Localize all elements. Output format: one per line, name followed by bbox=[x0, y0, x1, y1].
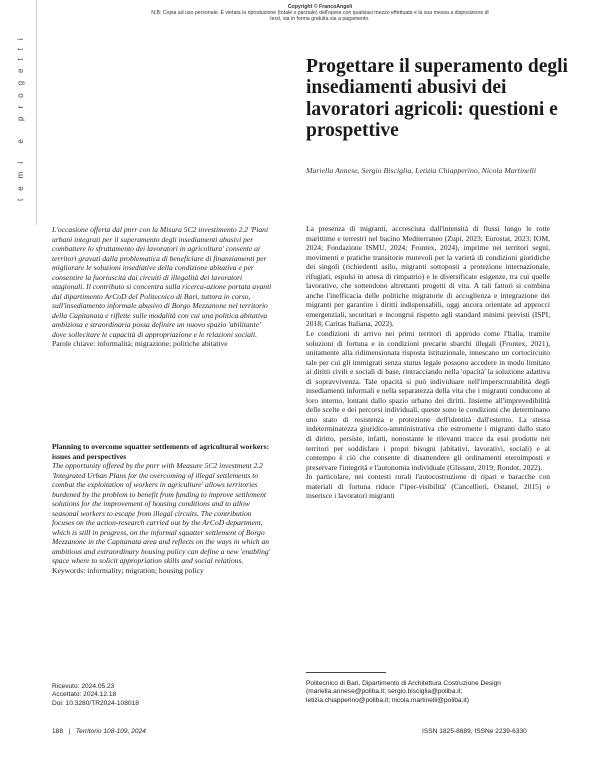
section-label bbox=[0, 0, 37, 225]
affiliation-emails-2[interactable]: letizia.chiapperino@poliba.it; nicola.martinelli@poliba.it) bbox=[306, 696, 469, 704]
abstract-english-keywords: Keywords: informality; migration; housing policy bbox=[52, 565, 204, 575]
abstract-english-title: Planning to overcome squatter settlements of agricultural workers: issues and perspectives bbox=[52, 442, 270, 461]
doi-link[interactable]: Doi: 10.3280/TR2024-108018 bbox=[52, 699, 139, 707]
affiliation-divider bbox=[306, 672, 386, 673]
copyright-title: Copyright © FrancoAngeli bbox=[287, 4, 353, 10]
abstract-italian-text: L'occasione offerta dal pnrr con la Misura 5C2 investimento 2.2 'Piani urbani integrati per il superamento degli insediamenti abusivi per combattere lo sfruttamento dei lavoratori in agricoltura' consente ai territori gravati dalla problematica di beneficiare di finanziamenti per migliorare le soluzioni insediative della condizione abitativa e per consentire la fuoriuscita dai circuiti di illegalità dei lavoratori stagionali. Il contributo si concentra sulla ricerca-azione portata avanti dal dipartimento ArCoD del Politecnico di Bari, tuttora in corso, sull'insediamento informale abusivo di Borgo Mezzanone nel territorio della Capitanata e riflette sulle modalità con cui una politica abitativa ambiziosa e straordinaria possa definire un nuovo spazio 'abilitante' dove sollecitare le capacità di appropriazione e le relazioni sociali. bbox=[52, 225, 272, 339]
body-paragraph-1: La presenza di migranti, accresciuta dall'intensità di flussi lungo le rotte marittime e terrestri nel bacino Mediterraneo (Zupi, 2023; Eurostat, 2023; IOM, 2024; Fondazione ISMU, 2024; Frontex, 2024), imprime nei territori segni, movimenti e pratiche transitorie mutevoli per la varietà di condizioni giuridiche dei singoli (richiedenti asilo, migranti sottoposti a protezione internazionale, rifugiati, espulsi in attesa di rimpatrio) e le diversificate esigenze, tra cui quelle lavorative, che sottendono altrettanti progetti di vita. A tali fattori si combina anche l'inefficacia delle politiche migratorie di accoglienza e integrazione dei migranti per garantire i diritti indispensabili, oggi ancora orientate ad approcci emergenziali, securitari e incongrui rispetto agli standard minimi previsti (ISPI, 2018; Caritas Italiana, 2022). bbox=[306, 224, 550, 329]
journal-issue: 108-109, 2024 bbox=[103, 728, 146, 735]
author-affiliation bbox=[306, 680, 556, 705]
article-dates bbox=[52, 683, 252, 708]
abstract-english bbox=[52, 442, 272, 575]
copyright-notice bbox=[150, 4, 490, 23]
accepted-date: Accettato: 2024.12.18 bbox=[52, 691, 117, 699]
body-paragraph-2-part-a: Le condizioni di arrivo nei primi territori di approdo come l'Italia, tramite soluzioni di fortuna e in condizioni precarie sbarchi illegali (Frontex, 2021), unitamente alla ridimensionata risposta istituzionale, innescano un cortocircuito tale per cui gli immigrati senza bbox=[306, 329, 550, 367]
abstract-italian-keywords: Parole chiave: informalità; migrazione; politiche abitative bbox=[52, 339, 228, 348]
journal-name: Territorio bbox=[75, 728, 102, 735]
section-label-text: temi e progetti bbox=[16, 30, 25, 201]
body-paragraph-3: In particolare, nei contesti rurali l'autocostruzione di ripari e baracche con materiali di fortuna riduce l''iper-visibilità' (Cancellieri, Ostanel, 2015) e inserisce i lavoratori migranti bbox=[306, 472, 550, 501]
copyright-text: N.B: Copia ad uso personale. È vietata la riproduzione (totale o parziale) dell'opera con qualsiasi mezzo effettuata e la sua messa a disposizione di terzi, sia in forma gratuita sia a pagamento. bbox=[151, 10, 489, 23]
page-footer-issn: ISSN 1825-8689, ISSNe 2239-6330 bbox=[422, 728, 527, 735]
abstract-english-text: The opportunity offered by the pnrr with Measure 5C2 investment 2.2 'Integrated Urban Plans for the overcoming of illegal settlements to combat the exploitation of workers in agriculture' allows territories burdened by the problem to benefit from funding to improve settlement solutions for the improvement of housing conditions and to allow seasonal workers to escape from illegal circuits. The contribution focuses on the action-research carried out by the ArCoD department, which is still in progress, on the informal squatter settlement of Borgo Mezzanone in the Capitanata area and reflects on the ways in which an ambitious and extraordinary housing policy can define a new 'enabling' space where to solicit appropriation skills and social relations. bbox=[52, 461, 271, 565]
article-body bbox=[306, 224, 550, 501]
article-authors: Mariella Annese, Sergio Bisciglia, Letizia Chiapperino, Nicola Martinelli bbox=[306, 166, 536, 175]
affiliation-emails-1[interactable]: (mariella.annese@poliba.it; sergio.bisciglia@poliba.it; bbox=[306, 688, 463, 696]
footer-separator: | bbox=[64, 728, 74, 735]
page-number: 188 bbox=[52, 728, 64, 735]
received-date: Ricevuto: 2024.05.23 bbox=[52, 683, 115, 690]
abstract-italian bbox=[52, 225, 272, 349]
page-footer-left bbox=[52, 728, 146, 735]
body-paragraph-2-part-b: legale possono accedere in modo limitato ai diritti civili e sociali di base, rintracciando nella 'opacità' la soluzione adattiva di sopravvivenza. Tale opacità si può individuare nell'imperscrutabilità degli insediamenti informali e nella separatezza della vita che i migranti conducono al loro interno, lontani dallo spazio urbano dei diritti. Insieme all'imprevedibilità delle scelte e dei percorsi individuali, queste sono le condizioni che determinano uno stato di resistenza e protezione dell'identità dall'esterno. La stessa indeterminatezza giuridico-amministrativa che estromette i migranti dallo stato di diritto, persiste, infatti, nonostante le rilevanti tracce da essi prodotte nei territori per soddisfare i propri bisogni (abitativi, lavorativi, sociali) e al contempo è ciò che consente di disattendere gli ordinamenti eteroimposti e preservare l'integrità e l'autonomia individuale (Glissant, 2019; Rondot, 2022). bbox=[306, 357, 550, 472]
affiliation-dept: Politecnico di Bari, Dipartimento di Architettura Costruzione Design bbox=[306, 680, 501, 687]
body-status-term: status bbox=[403, 357, 422, 367]
article-title: Progettare il superamento degli insediamenti abusivi dei lavoratori agricoli: questioni e prospettive bbox=[306, 56, 568, 141]
body-paragraph-2 bbox=[306, 329, 550, 472]
